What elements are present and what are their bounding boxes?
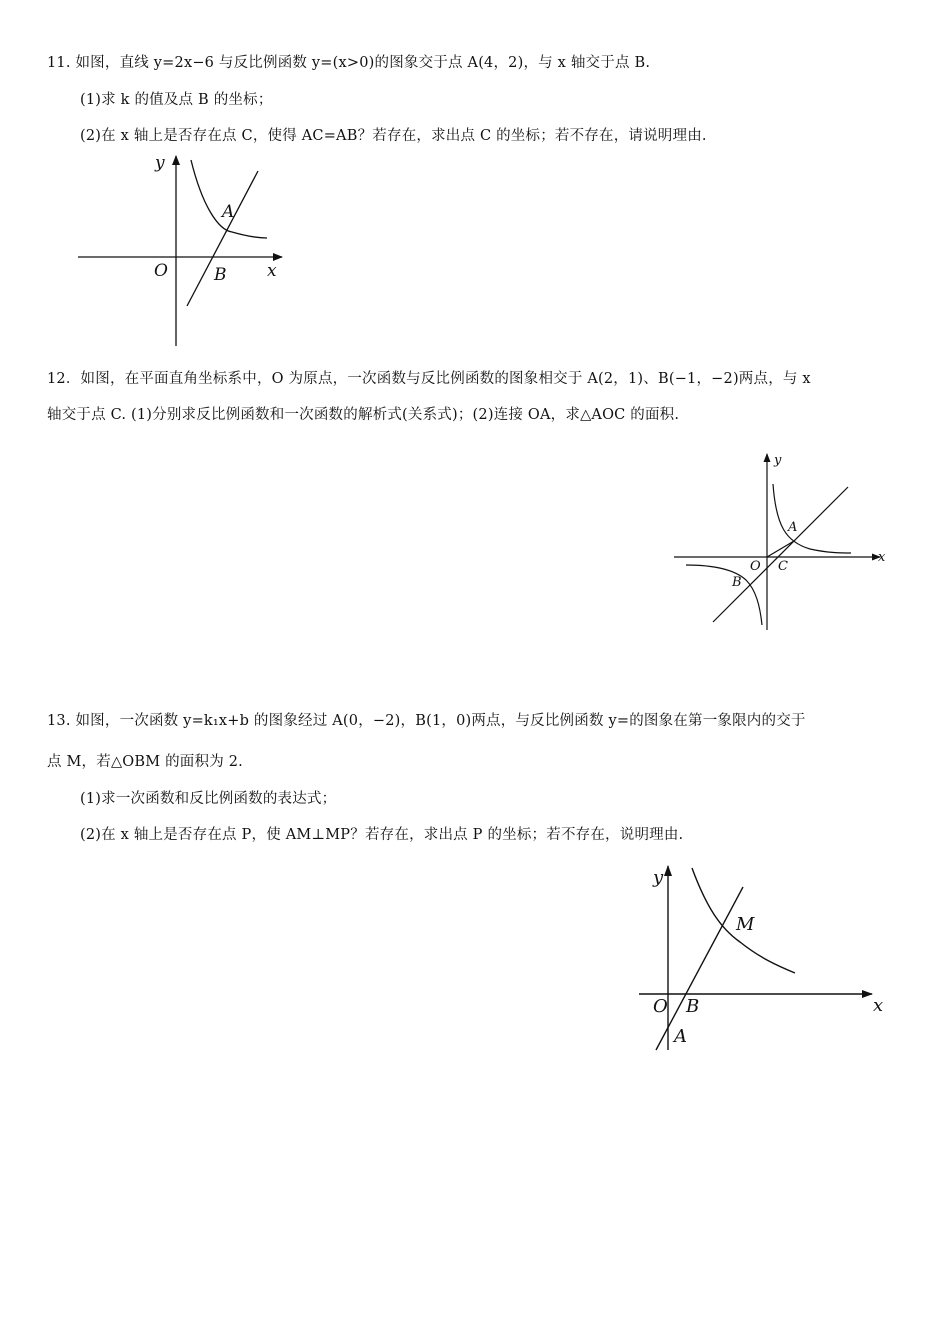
straight-line (656, 887, 743, 1050)
label-A: A (788, 520, 798, 535)
label-x: x (873, 995, 884, 1016)
label-A: A (674, 1026, 687, 1047)
label-O: O (750, 559, 761, 574)
q11-part1: (1)求 k 的值及点 B 的坐标； (80, 92, 273, 108)
q11-stem: 11. 如图，直线 y=2x−6 与反比例函数 y=(x>0)的图象交于点 A(4，2)，与 x 轴交于点 B. (47, 55, 651, 71)
label-y: y (774, 453, 782, 468)
label-M: M (736, 914, 755, 935)
label-x: x (878, 550, 886, 565)
label-O: O (154, 261, 168, 281)
q13-figure (630, 862, 892, 1062)
q13-part1: (1)求一次函数和反比例函数的表达式； (80, 791, 337, 807)
q13-part2: (2)在 x 轴上是否存在点 P，使 AM⊥MP？若存在，求出点 P 的坐标；若不存在，说明理由. (80, 827, 684, 843)
straight-line (713, 487, 848, 622)
q12-stem-line1: 12．如图，在平面直角坐标系中，O 为原点，一次函数与反比例函数的图象相交于 A(2，1)、B(−1，−2)两点，与 x (47, 371, 811, 387)
label-x: x (267, 261, 277, 281)
label-y: y (653, 867, 664, 888)
label-y: y (155, 153, 165, 173)
q11-part2: (2)在 x 轴上是否存在点 C，使得 AC=AB？若存在，求出点 C 的坐标；若不存在，请说明理由. (80, 128, 707, 144)
label-B: B (732, 575, 742, 590)
q13-stem-line1: 13. 如图，一次函数 y=k₁x+b 的图象经过 A(0，−2)，B(1，0)两点，与反比例函数 y=的图象在第一象限内的交于 (47, 713, 806, 729)
hyperbola-branch-q3 (686, 565, 762, 625)
label-A: A (222, 202, 235, 222)
label-B: B (214, 265, 227, 285)
label-C: C (778, 559, 788, 574)
q12-stem-line2: 轴交于点 C. (1)分别求反比例函数和一次函数的解析式(关系式)；(2)连接 OA，求△AOC 的面积. (47, 407, 680, 423)
straight-line (187, 171, 258, 306)
q12-figure (670, 448, 895, 633)
q11-figure (70, 150, 290, 350)
label-O: O (653, 996, 668, 1017)
q13-stem-line2: 点 M，若△OBM 的面积为 2. (47, 754, 243, 770)
label-B: B (686, 996, 700, 1017)
hyperbola-branch-q1 (773, 484, 851, 553)
